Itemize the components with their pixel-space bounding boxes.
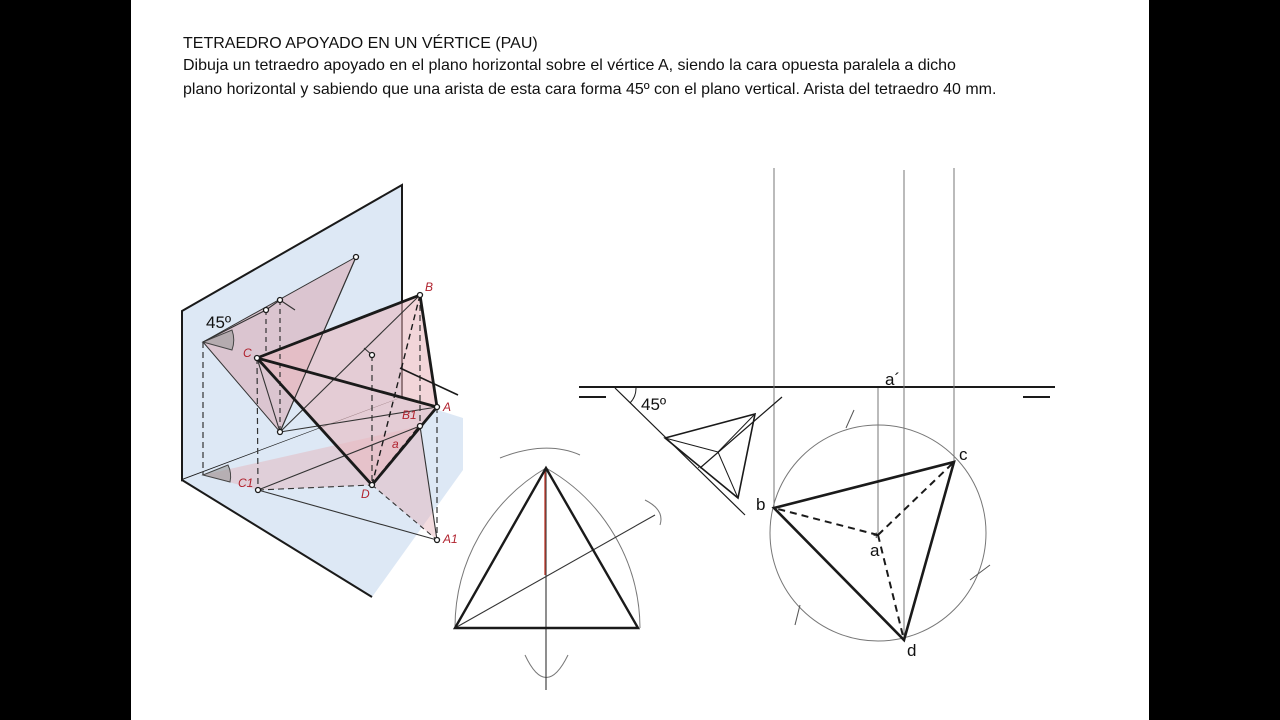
- dashed-a-d: [878, 535, 904, 640]
- exercise-statement-line-1: Dibuja un tetraedro apoyado en el plano horizontal sobre el vértice A, siendo la cara opuesta paralela a dicho: [183, 57, 956, 74]
- label-a: a: [392, 437, 399, 451]
- vertex-dot: [370, 353, 375, 358]
- angle-label-perspective: 45º: [206, 313, 232, 332]
- dashed-a-b: [774, 508, 878, 535]
- label-A1: A1: [443, 532, 458, 546]
- label-C1: C1: [238, 476, 254, 490]
- vertex-dot: [370, 483, 375, 488]
- label-a: a: [870, 541, 880, 560]
- vertex-dot: [435, 538, 440, 543]
- vertex-dot: [264, 308, 269, 313]
- vertex-dot: [278, 430, 283, 435]
- vertex-dot: [255, 356, 260, 361]
- perspective-view: [182, 185, 463, 597]
- label-A: A: [443, 400, 452, 414]
- label-B: B: [425, 280, 434, 294]
- construction-arc-top: [500, 448, 580, 458]
- line-45-cross: [700, 397, 782, 468]
- vertex-dot: [418, 424, 423, 429]
- circle-tick-1: [846, 410, 854, 428]
- label-D: D: [361, 487, 370, 501]
- orthographic-view: [579, 168, 1055, 660]
- label-d: d: [907, 641, 917, 660]
- exercise-title: TETRAEDRO APOYADO EN UN VÉRTICE (PAU): [183, 35, 538, 52]
- circle-tick-3: [795, 605, 800, 625]
- center-cross: +: [873, 530, 880, 542]
- construction-arc-side: [645, 500, 661, 525]
- label-a-prime: a´: [885, 370, 901, 389]
- triangle-construction: [455, 448, 661, 690]
- auxiliary-triangle: [665, 414, 755, 498]
- vertex-dot: [354, 255, 359, 260]
- median-diagonal: [455, 515, 655, 628]
- label-C: C: [243, 346, 252, 360]
- line-45-degrees: [615, 388, 745, 515]
- angle-arc-45: [630, 388, 636, 403]
- vertex-dot: [278, 298, 283, 303]
- label-c: c: [959, 445, 968, 464]
- angle-label-orthographic: 45º: [641, 395, 667, 414]
- vertex-dot: [256, 488, 261, 493]
- vertex-dot: [418, 293, 423, 298]
- vertex-dot: [435, 405, 440, 410]
- face-triangle-bcd: [774, 462, 954, 640]
- label-B1: B1: [402, 408, 417, 422]
- exercise-statement-line-2: plano horizontal y sabiendo que una arista de esta cara forma 45º con el plano vertical. Arista del tetraedro 40 mm.: [183, 81, 997, 98]
- label-b: b: [756, 495, 766, 514]
- aux-dot-mark: ·: [697, 462, 700, 472]
